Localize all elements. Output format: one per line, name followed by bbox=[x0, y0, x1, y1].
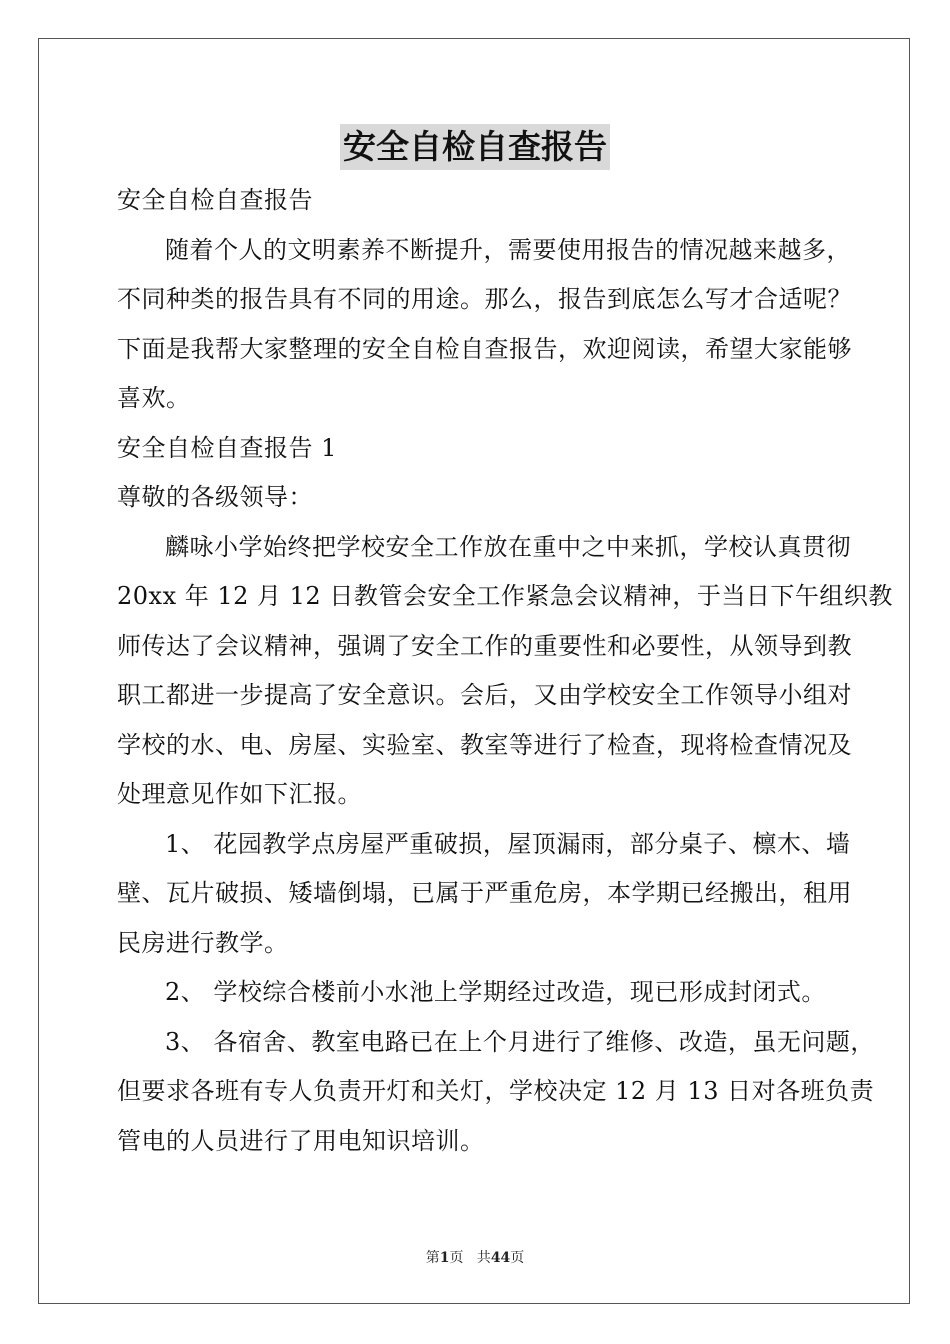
total-prefix: 共 bbox=[476, 1250, 491, 1266]
line-text: 民房进行教学。 bbox=[117, 928, 289, 957]
line-text: 安全自检自查报告 bbox=[117, 186, 313, 214]
total-suffix: 页 bbox=[510, 1250, 525, 1266]
total-pages: 44 bbox=[490, 1250, 511, 1266]
body-line bbox=[117, 325, 852, 375]
line-text: 职工都进一步提高了安全意识。会后，又由学校安全工作领导小组对 bbox=[117, 681, 852, 709]
body-line bbox=[117, 275, 852, 325]
line-text: 安全自检自查报告 1 bbox=[117, 433, 337, 462]
line-text: 麟咏小学始终把学校安全工作放在重中之中来抓，学校认真贯彻 bbox=[165, 532, 851, 561]
list-item bbox=[117, 1018, 875, 1068]
page-suffix: 页 bbox=[449, 1250, 464, 1266]
body-line bbox=[117, 374, 837, 424]
page-footer bbox=[0, 1247, 950, 1267]
list-item bbox=[117, 820, 851, 870]
title-container bbox=[0, 124, 950, 170]
page-prefix: 第 bbox=[425, 1250, 440, 1266]
line-text: 学校的水、电、房屋、实验室、教室等进行了检查，现将检查情况及 bbox=[117, 730, 852, 759]
line-text: 1、 花园教学点房屋严重破损，屋顶漏雨，部分桌子、檩木、墙 bbox=[165, 829, 851, 858]
body-line bbox=[117, 770, 837, 820]
document-body bbox=[117, 176, 893, 1166]
line-text: 尊敬的各级领导： bbox=[117, 483, 313, 511]
line-text: 3、 各宿舍、教室电路已在上个月进行了维修、改造，虽无问题， bbox=[165, 1027, 875, 1056]
line-text: 但要求各班有专人负责开灯和关灯，学校决定 12 月 13 日对各班负责 bbox=[117, 1077, 875, 1105]
body-line bbox=[117, 869, 852, 919]
line-text: 壁、瓦片破损、矮墙倒塌，已属于严重危房，本学期已经搬出，租用 bbox=[117, 879, 852, 907]
line-text: 师传达了会议精神，强调了安全工作的重要性和必要性，从领导到教 bbox=[117, 631, 852, 660]
salutation bbox=[117, 473, 837, 523]
page-number: 1 bbox=[439, 1250, 450, 1266]
body-line bbox=[117, 176, 837, 226]
list-item bbox=[117, 968, 837, 1018]
body-line bbox=[117, 523, 851, 573]
line-text: 2、 学校综合楼前小水池上学期经过改造，现已形成封闭式。 bbox=[165, 978, 826, 1006]
body-line bbox=[117, 622, 852, 672]
body-line bbox=[117, 919, 837, 969]
section-heading bbox=[117, 424, 837, 474]
body-line bbox=[117, 671, 852, 721]
line-text: 管电的人员进行了用电知识培训。 bbox=[117, 1126, 485, 1155]
line-text: 处理意见作如下汇报。 bbox=[117, 780, 362, 808]
line-text: 不同种类的报告具有不同的用途。那么，报告到底怎么写才合适呢？ bbox=[117, 285, 852, 313]
body-line bbox=[117, 226, 851, 276]
document-title: 安全自检自查报告 bbox=[340, 124, 610, 170]
line-text: 20xx 年 12 月 12 日教管会安全工作紧急会议精神，于当日下午组织教 bbox=[117, 582, 893, 610]
body-line bbox=[117, 572, 893, 622]
line-text: 喜欢。 bbox=[117, 384, 191, 412]
body-line bbox=[117, 721, 852, 771]
line-text: 随着个人的文明素养不断提升，需要使用报告的情况越来越多， bbox=[165, 235, 851, 264]
line-text: 下面是我帮大家整理的安全自检自查报告，欢迎阅读，希望大家能够 bbox=[117, 334, 852, 363]
body-line bbox=[117, 1067, 875, 1117]
body-line bbox=[117, 1117, 837, 1167]
